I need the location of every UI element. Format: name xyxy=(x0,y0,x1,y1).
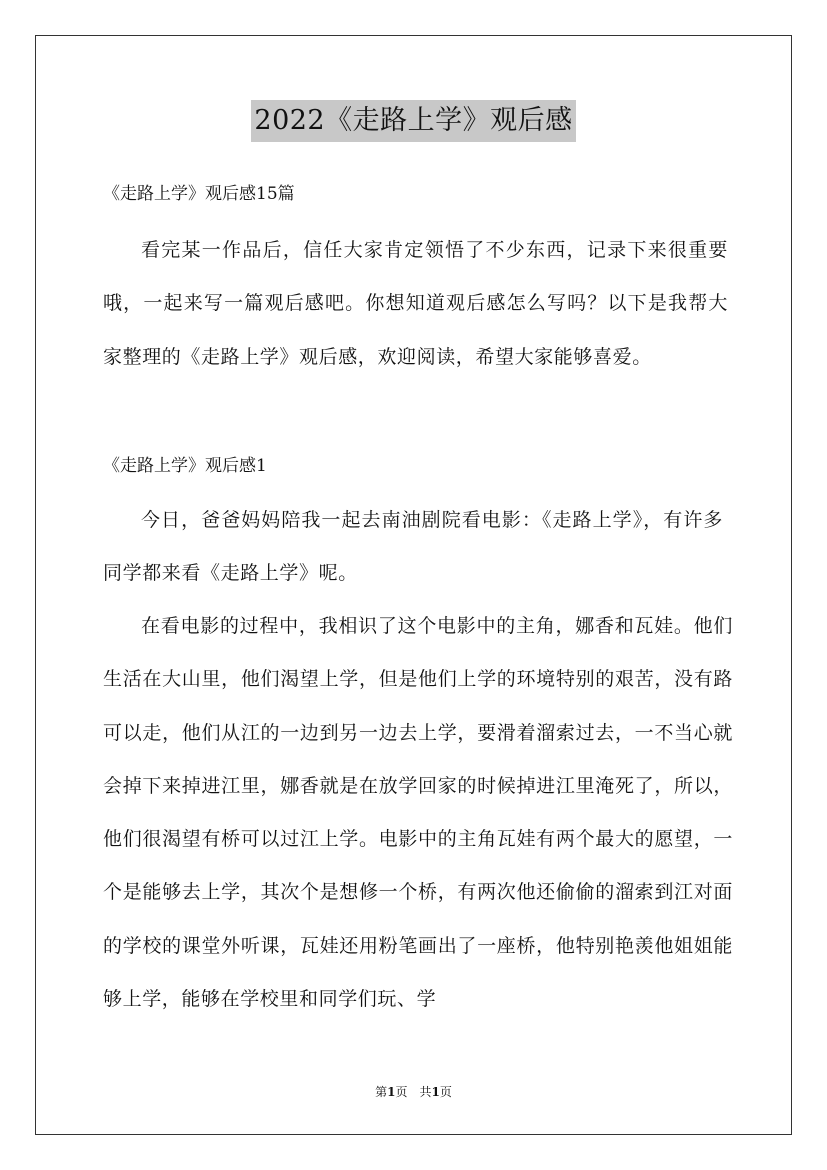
body-paragraph: 今日，爸爸妈妈陪我一起去南油剧院看电影：《走路上学》，有许多同学都来看《走路上学》呢。 xyxy=(103,509,723,585)
section-heading: 《走路上学》观后感1 xyxy=(103,456,267,476)
total-pages-number: 1 xyxy=(431,1085,440,1099)
body-paragraph: 在看电影的过程中，我相识了这个电影中的主角，娜香和瓦娃。他们生活在大山里，他们渴望上学，但是他们上学的环境特别的艰苦，没有路可以走，他们从江的一边到另一边去上学，要滑着溜索过去，一不当心就会掉下来掉进江里，娜香就是在放学回家的时候掉进江里淹死了，所以，他们很渴望有桥可以过江上学。电影中的主角瓦娃有两个最大的愿望，一个是能够去上学，其次个是想修一个桥，有两次他还偷偷的溜索到江对面的学校的课堂外听课，瓦娃还用粉笔画出了一座桥，他特别艳羡他姐姐能够上学，能够在学校里和同学们玩、学 xyxy=(103,615,733,1011)
title-block xyxy=(0,100,827,142)
page-footer xyxy=(0,1082,827,1102)
document-title: 2022《走路上学》观后感 xyxy=(251,100,575,142)
footer-suffix: 页 xyxy=(439,1085,452,1099)
document-subtitle: 《走路上学》观后感15篇 xyxy=(103,184,295,204)
current-page-number: 1 xyxy=(387,1085,396,1099)
footer-prefix: 第 xyxy=(375,1085,388,1099)
intro-paragraph: 看完某一作品后，信任大家肯定领悟了不少东西，记录下来很重要哦，一起来写一篇观后感吧。你想知道观后感怎么写吗？以下是我帮大家整理的《走路上学》观后感，欢迎阅读，希望大家能够喜爱。 xyxy=(103,239,728,368)
footer-middle: 页 共 xyxy=(395,1085,432,1099)
